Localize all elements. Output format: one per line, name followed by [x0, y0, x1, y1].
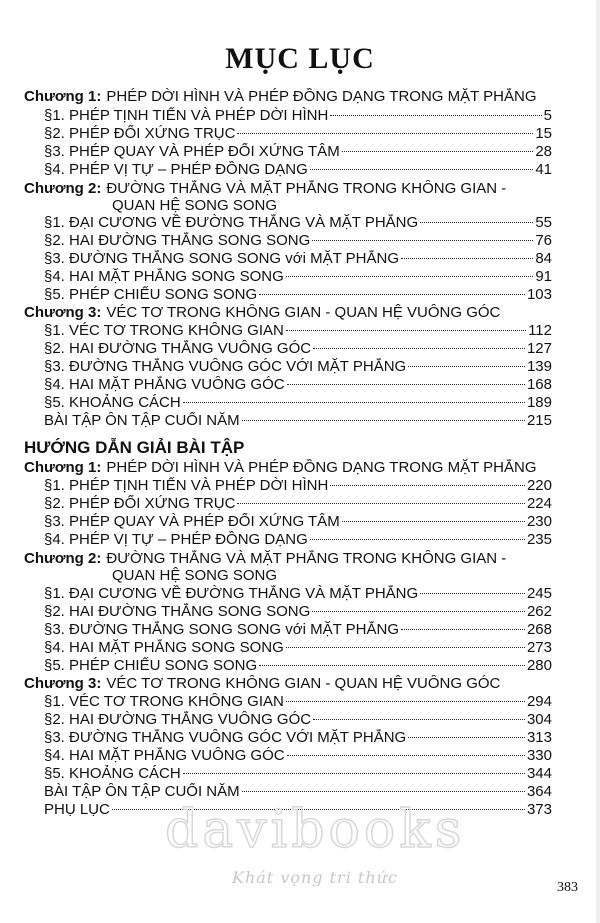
toc-entry-label: §2. HAI ĐƯỜNG THẲNG SONG SONG: [44, 603, 311, 620]
leader-dots: [330, 115, 541, 116]
chapter-heading: [24, 675, 552, 693]
chapter-heading: [24, 180, 552, 198]
toc-entry-page: 262: [526, 603, 552, 620]
toc-entry-page: 220: [526, 477, 552, 494]
leader-dots: [259, 665, 525, 666]
toc-entry[interactable]: [44, 107, 552, 125]
toc-entry[interactable]: [44, 394, 552, 412]
toc-entry[interactable]: [44, 657, 552, 675]
toc-entry-label: §1. PHÉP TỊNH TIẾN VÀ PHÉP DỜI HÌNH: [44, 477, 329, 494]
toc-entry-page: 235: [526, 531, 552, 548]
leader-dots: [310, 539, 525, 540]
toc-entry-page: 304: [526, 711, 552, 728]
toc-entry-label: §2. HAI ĐƯỜNG THẲNG VUÔNG GÓC: [44, 340, 312, 357]
toc-entry[interactable]: [44, 783, 552, 801]
toc-entry[interactable]: [44, 412, 552, 430]
toc-entry-page: 313: [526, 729, 552, 746]
toc-entry[interactable]: [44, 477, 552, 495]
toc-entry-label: §1. VÉC TƠ TRONG KHÔNG GIAN: [44, 693, 284, 710]
leader-dots: [286, 647, 525, 648]
toc-entry-page: 28: [535, 143, 552, 160]
toc-entry[interactable]: [44, 693, 552, 711]
toc-entry[interactable]: [44, 250, 552, 268]
toc-entry-page: 103: [526, 286, 552, 303]
toc-entry-label: §4. HAI MẶT PHẲNG SONG SONG: [44, 268, 284, 285]
leader-dots: [420, 593, 525, 594]
toc-entry-page: 245: [526, 585, 552, 602]
toc-entry[interactable]: [44, 125, 552, 143]
toc-entry-page: 55: [535, 214, 552, 231]
toc-entry-page: 91: [535, 268, 552, 285]
leader-dots: [342, 521, 525, 522]
toc-entry-label: §4. HAI MẶT PHẲNG VUÔNG GÓC: [44, 376, 285, 393]
toc-entry-page: 215: [526, 412, 552, 429]
toc-entry[interactable]: [44, 531, 552, 549]
toc-entry[interactable]: [44, 765, 552, 783]
leader-dots: [408, 366, 525, 367]
leader-dots: [310, 169, 534, 170]
leader-dots: [242, 420, 525, 421]
chapter-title-continuation: [112, 197, 552, 215]
leader-dots: [401, 629, 525, 630]
leader-dots: [287, 384, 525, 385]
toc-entry[interactable]: [44, 286, 552, 304]
toc-entry-label: §1. PHÉP TỊNH TIẾN VÀ PHÉP DỜI HÌNH: [44, 107, 329, 124]
toc-entry-label: §3. ĐƯỜNG THẲNG SONG SONG với MẶT PHẲNG: [44, 621, 400, 638]
toc-entry-page: 294: [526, 693, 552, 710]
toc-entry-page: 127: [526, 340, 552, 357]
chapter-title: VÉC TƠ TRONG KHÔNG GIAN - QUAN HỆ VUÔNG GÓC: [106, 304, 501, 321]
toc-entry-label: §5. KHOẢNG CÁCH: [44, 765, 181, 782]
toc-entry[interactable]: [44, 322, 552, 340]
toc-entry[interactable]: [44, 513, 552, 531]
section-heading: HƯỚNG DẪN GIẢI BÀI TẬP: [24, 438, 245, 457]
toc-entry-label: §1. ĐẠI CƯƠNG VỀ ĐƯỜNG THẲNG VÀ MẶT PHẲNG: [44, 585, 419, 602]
leader-dots: [330, 485, 525, 486]
toc-entry-page: 268: [526, 621, 552, 638]
chapter-title-continuation: [112, 567, 552, 585]
toc-entry-page: 76: [535, 232, 552, 249]
leader-dots: [342, 151, 534, 152]
toc-entry-label: §3. PHÉP QUAY VÀ PHÉP ĐỐI XỨNG TÂM: [44, 143, 340, 160]
toc-entry[interactable]: [44, 639, 552, 657]
toc-entry-label: §3. ĐƯỜNG THẲNG VUÔNG GÓC VỚI MẶT PHẲNG: [44, 358, 407, 375]
toc-entry[interactable]: [44, 358, 552, 376]
toc-entry-label: §4. HAI MẶT PHẲNG VUÔNG GÓC: [44, 747, 285, 764]
toc-entry-label: §2. HAI ĐƯỜNG THẲNG SONG SONG: [44, 232, 311, 249]
toc-entry-label: §2. HAI ĐƯỜNG THẲNG VUÔNG GÓC: [44, 711, 312, 728]
toc-entry-label: §5. PHÉP CHIẾU SONG SONG: [44, 657, 258, 674]
toc-entry[interactable]: [44, 340, 552, 358]
leader-dots: [286, 701, 525, 702]
leader-dots: [287, 755, 525, 756]
toc-entry-label: §4. PHÉP VỊ TỰ – PHÉP ĐỒNG DẠNG: [44, 161, 308, 178]
leader-dots: [183, 402, 525, 403]
toc-entry-label: §2. PHÉP ĐỐI XỨNG TRỤC: [44, 125, 236, 142]
leader-dots: [259, 294, 525, 295]
toc-entry-label: BÀI TẬP ÔN TẬP CUỐI NĂM: [44, 783, 240, 800]
chapter-heading: [24, 550, 552, 568]
chapter-heading: [24, 88, 552, 106]
toc-entry[interactable]: [44, 621, 552, 639]
chapter-label: Chương 1:: [24, 459, 102, 476]
leader-dots: [313, 348, 525, 349]
toc-entry[interactable]: [44, 161, 552, 179]
toc-entry[interactable]: [44, 495, 552, 513]
toc-entry-page: 84: [535, 250, 552, 267]
leader-dots: [237, 503, 524, 504]
toc-entry-page: 230: [526, 513, 552, 530]
toc-entry[interactable]: [44, 268, 552, 286]
toc-entry-page: 330: [526, 747, 552, 764]
chapter-title: VÉC TƠ TRONG KHÔNG GIAN - QUAN HỆ VUÔNG GÓC: [106, 675, 501, 692]
chapter-label: Chương 1:: [24, 88, 102, 105]
leader-dots: [408, 737, 525, 738]
toc-entry-label: §1. ĐẠI CƯƠNG VỀ ĐƯỜNG THẲNG VÀ MẶT PHẲNG: [44, 214, 419, 231]
chapter-label: Chương 2:: [24, 180, 102, 197]
chapter-label: Chương 2:: [24, 550, 102, 567]
toc-entry-page: 364: [526, 783, 552, 800]
toc-entry[interactable]: [44, 603, 552, 621]
toc-entry[interactable]: [44, 711, 552, 729]
leader-dots: [420, 222, 533, 223]
toc-entry-label: §1. VÉC TƠ TRONG KHÔNG GIAN: [44, 322, 284, 339]
toc-entry-label: §3. ĐƯỜNG THẲNG VUÔNG GÓC VỚI MẶT PHẲNG: [44, 729, 407, 746]
toc-entry[interactable]: [44, 232, 552, 250]
toc-entry-label: §5. KHOẢNG CÁCH: [44, 394, 181, 411]
toc-entry-page: 273: [526, 639, 552, 656]
toc-entry-page: 280: [526, 657, 552, 674]
toc-entry-label: §4. PHÉP VỊ TỰ – PHÉP ĐỒNG DẠNG: [44, 531, 308, 548]
leader-dots: [286, 276, 534, 277]
toc-entry-page: 41: [535, 161, 552, 178]
page-number: 383: [557, 880, 578, 895]
toc-entry-page: 112: [528, 322, 552, 339]
toc-entry-label: §5. PHÉP CHIẾU SONG SONG: [44, 286, 258, 303]
chapter-title: ĐƯỜNG THẲNG VÀ MẶT PHẲNG TRONG KHÔNG GIAN -: [106, 550, 507, 567]
toc-entry-page: 15: [535, 125, 552, 142]
toc-entry-label: §2. PHÉP ĐỐI XỨNG TRỤC: [44, 495, 236, 512]
toc-entry-label: PHỤ LỤC: [44, 801, 110, 818]
toc-entry-page: 5: [543, 107, 552, 124]
leader-dots: [183, 773, 525, 774]
page-title: MỤC LỤC: [225, 42, 375, 75]
leader-dots: [401, 258, 533, 259]
toc-entry[interactable]: [44, 376, 552, 394]
watermark-tagline: Khát vọng tri thức: [232, 868, 398, 887]
toc-entry-label: §3. PHÉP QUAY VÀ PHÉP ĐỐI XỨNG TÂM: [44, 513, 340, 530]
toc-entry[interactable]: [44, 214, 552, 232]
toc-entry-page: 344: [526, 765, 552, 782]
toc-entry-label: §4. HAI MẶT PHẲNG SONG SONG: [44, 639, 284, 656]
toc-entry-page: 168: [526, 376, 552, 393]
chapter-label: Chương 3:: [24, 304, 102, 321]
toc-entry-label: BÀI TẬP ÔN TẬP CUỐI NĂM: [44, 412, 240, 429]
chapter-heading: [24, 459, 552, 477]
toc-entry[interactable]: [44, 729, 552, 747]
leader-dots: [312, 611, 525, 612]
chapter-title: ĐƯỜNG THẲNG VÀ MẶT PHẲNG TRONG KHÔNG GIAN -: [106, 180, 507, 197]
toc-entry[interactable]: [44, 143, 552, 161]
leader-dots: [242, 791, 525, 792]
toc-entry[interactable]: [44, 585, 552, 603]
leader-dots: [312, 240, 533, 241]
chapter-title-line2: QUAN HỆ SONG SONG: [112, 197, 278, 214]
leader-dots: [313, 719, 525, 720]
toc-entry-page: 373: [526, 801, 552, 818]
chapter-title: PHÉP DỜI HÌNH VÀ PHÉP ĐỒNG DẠNG TRONG MẶT PHẲNG: [106, 88, 537, 105]
chapter-label: Chương 3:: [24, 675, 102, 692]
toc-entry-page: 189: [526, 394, 552, 411]
leader-dots: [237, 133, 533, 134]
chapter-title-line2: QUAN HỆ SONG SONG: [112, 567, 278, 584]
leader-dots: [286, 330, 526, 331]
watermark-brand: davibooks: [165, 800, 466, 860]
toc-entry-page: 139: [526, 358, 552, 375]
chapter-heading: [24, 304, 552, 322]
toc-entry-label: §3. ĐƯỜNG THẲNG SONG SONG với MẶT PHẲNG: [44, 250, 400, 267]
page-edge: [596, 0, 600, 923]
toc-entry[interactable]: [44, 747, 552, 765]
toc-entry-page: 224: [526, 495, 552, 512]
chapter-title: PHÉP DỜI HÌNH VÀ PHÉP ĐỒNG DẠNG TRONG MẶT PHẲNG: [106, 459, 537, 476]
